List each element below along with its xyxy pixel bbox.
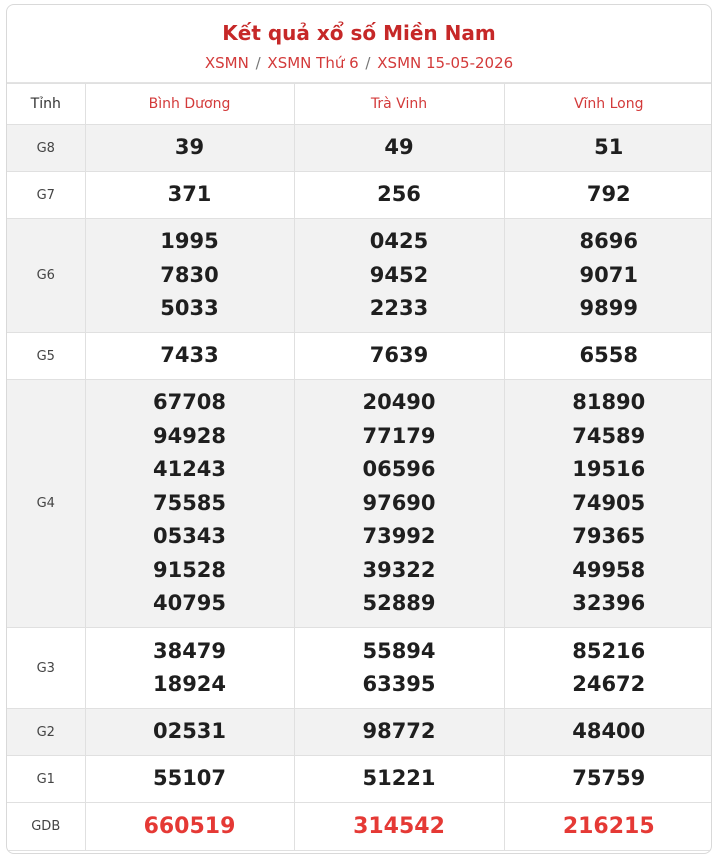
prize-cell — [504, 709, 712, 756]
prize-number: 38479 — [152, 638, 227, 663]
prize-number: 02531 — [152, 719, 227, 744]
breadcrumb-link-xsmn-date[interactable]: XSMN 15-05-2026 — [377, 54, 514, 72]
prize-label: G1 — [7, 756, 85, 803]
prize-number: 9452 — [369, 262, 429, 287]
prize-number: 73992 — [362, 524, 436, 549]
prize-label: G3 — [7, 628, 85, 709]
column-header-tra-vinh[interactable]: Trà Vinh — [294, 84, 504, 125]
prize-number: 74589 — [572, 423, 646, 448]
prize-cell — [85, 628, 294, 709]
prize-number: 0425 — [369, 229, 429, 254]
prize-number: 98772 — [362, 719, 436, 744]
prize-number: 49958 — [572, 557, 646, 582]
prize-cell — [504, 628, 712, 709]
prize-number: 06596 — [362, 457, 436, 482]
prize-number: 55894 — [362, 638, 436, 663]
prize-cell — [504, 333, 712, 380]
prize-number: 7433 — [160, 343, 219, 368]
prize-cell — [85, 803, 294, 851]
prize-number: 39 — [174, 135, 205, 160]
prize-label: G6 — [7, 219, 85, 333]
prize-number: 81890 — [572, 390, 646, 415]
prize-cell — [294, 628, 504, 709]
prize-number: 32396 — [572, 591, 646, 616]
prize-number: 6558 — [579, 343, 638, 368]
prize-cell — [294, 756, 504, 803]
prize-cell — [294, 125, 504, 172]
prize-row-g5 — [7, 333, 712, 380]
breadcrumb-separator: / — [365, 54, 371, 72]
prize-number: 40795 — [152, 591, 227, 616]
prize-number: 2233 — [369, 296, 429, 321]
prize-label: G2 — [7, 709, 85, 756]
prize-row-g8 — [7, 125, 712, 172]
results-header — [7, 5, 711, 83]
prize-label: G4 — [7, 380, 85, 628]
breadcrumb — [7, 53, 711, 73]
prize-row-g3 — [7, 628, 712, 709]
prize-number: 9899 — [579, 296, 638, 321]
prize-number: 792 — [586, 182, 631, 207]
column-header-province: Tỉnh — [7, 84, 85, 125]
prize-number: 371 — [167, 182, 212, 207]
prize-row-g4 — [7, 380, 712, 628]
prize-cell — [85, 172, 294, 219]
prize-cell — [85, 333, 294, 380]
prize-cell — [294, 709, 504, 756]
prize-number: 20490 — [362, 390, 436, 415]
prize-cell — [504, 219, 712, 333]
prize-cell — [294, 333, 504, 380]
prize-cell — [294, 172, 504, 219]
prize-cell — [85, 125, 294, 172]
prize-row-gdb — [7, 803, 712, 851]
special-prize-number: 216215 — [562, 813, 655, 839]
breadcrumb-link-xsmn-thu-6[interactable]: XSMN Thứ 6 — [267, 54, 359, 72]
page-title: Kết quả xổ số Miền Nam — [222, 21, 496, 45]
special-prize-number: 314542 — [353, 813, 445, 839]
prize-number: 91528 — [152, 557, 227, 582]
prize-number: 63395 — [362, 672, 436, 696]
prize-number: 48400 — [572, 719, 646, 744]
prize-cell — [85, 219, 294, 333]
prize-number: 85216 — [572, 638, 646, 663]
results-table — [7, 83, 712, 851]
breadcrumb-separator: / — [255, 54, 261, 72]
results-card — [6, 4, 712, 854]
prize-row-g2 — [7, 709, 712, 756]
breadcrumb-link-xsmn[interactable]: XSMN — [204, 54, 249, 72]
prize-cell — [504, 125, 712, 172]
prize-row-g7 — [7, 172, 712, 219]
prize-number: 9071 — [579, 262, 638, 287]
prize-number: 55107 — [152, 766, 227, 791]
prize-number: 52889 — [362, 591, 436, 616]
prize-number: 77179 — [362, 423, 436, 448]
prize-number: 1995 — [160, 229, 219, 254]
prize-cell — [294, 219, 504, 333]
prize-label: G8 — [7, 125, 85, 172]
prize-cell — [504, 803, 712, 851]
prize-label: G5 — [7, 333, 85, 380]
prize-number: 41243 — [152, 457, 227, 482]
prize-number: 97690 — [362, 490, 436, 515]
prize-number: 67708 — [152, 390, 227, 415]
prize-number: 7830 — [160, 262, 219, 287]
prize-number: 24672 — [572, 672, 646, 696]
prize-number: 51 — [594, 135, 624, 160]
prize-number: 49 — [384, 135, 414, 160]
prize-cell — [85, 756, 294, 803]
prize-number: 39322 — [362, 557, 436, 582]
prize-cell — [85, 380, 294, 628]
prize-number: 94928 — [152, 423, 227, 448]
prize-number: 19516 — [572, 457, 646, 482]
prize-number: 05343 — [152, 524, 227, 549]
prize-number: 75759 — [572, 766, 646, 791]
prize-number: 8696 — [579, 229, 638, 254]
special-prize-number: 660519 — [143, 813, 236, 839]
prize-label: GDB — [7, 803, 85, 851]
prize-cell — [504, 172, 712, 219]
column-header-binh-duong[interactable]: Bình Dương — [85, 84, 294, 125]
prize-number: 18924 — [152, 672, 227, 696]
prize-cell — [504, 380, 712, 628]
prize-number: 79365 — [572, 524, 646, 549]
prize-number: 7639 — [369, 343, 429, 368]
column-header-vinh-long[interactable]: Vĩnh Long — [504, 84, 712, 125]
prize-row-g6 — [7, 219, 712, 333]
prize-number: 75585 — [152, 490, 227, 515]
prize-cell — [85, 709, 294, 756]
prize-cell — [294, 803, 504, 851]
prize-number: 51221 — [362, 766, 436, 791]
prize-cell — [504, 756, 712, 803]
table-header-row — [7, 84, 712, 125]
prize-number: 74905 — [572, 490, 646, 515]
prize-cell — [294, 380, 504, 628]
prize-number: 5033 — [160, 296, 219, 321]
prize-number: 256 — [377, 182, 421, 207]
prize-row-g1 — [7, 756, 712, 803]
prize-label: G7 — [7, 172, 85, 219]
